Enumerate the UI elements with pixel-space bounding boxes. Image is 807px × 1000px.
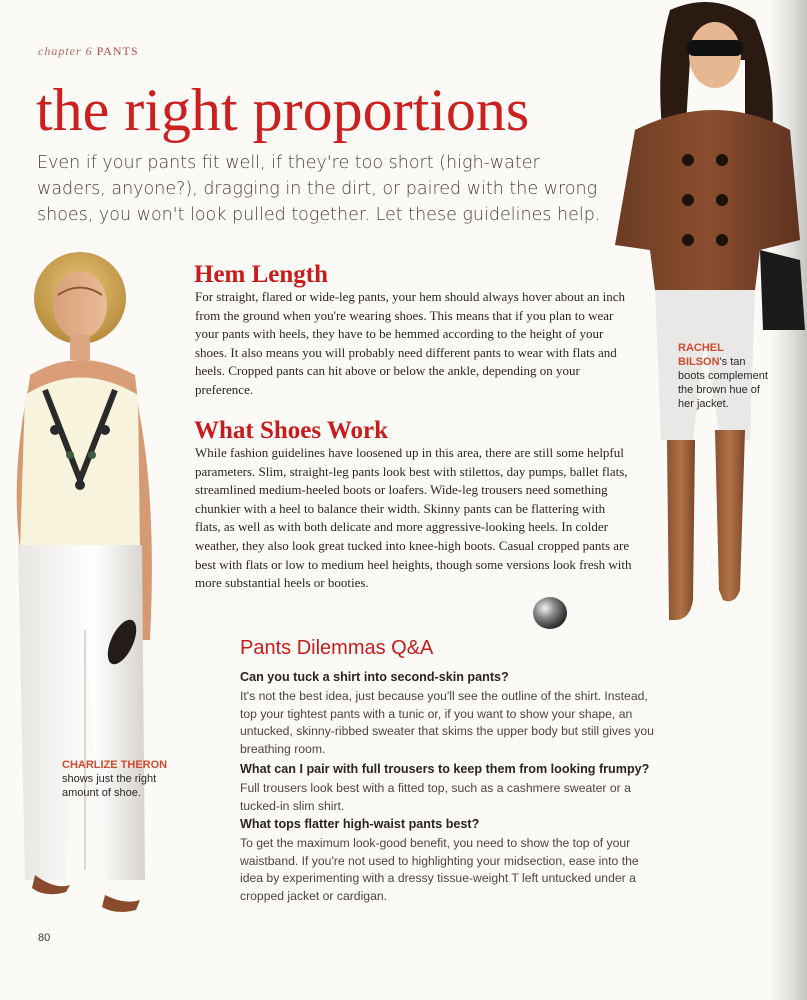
qa-question: Can you tuck a shirt into second-skin pants? bbox=[240, 670, 509, 684]
caption-name: RACHEL BILSON bbox=[678, 342, 724, 368]
page-title: the right proportions bbox=[36, 77, 530, 143]
chapter-running-head bbox=[38, 44, 139, 59]
pearl-ornament-icon bbox=[530, 594, 570, 632]
qa-item bbox=[240, 761, 656, 815]
caption-name-suffix: 's bbox=[719, 356, 728, 368]
section-heading-hem-length: Hem Length bbox=[194, 261, 329, 288]
caption-rachel-bilson bbox=[678, 341, 770, 411]
chapter-name: PANTS bbox=[96, 44, 139, 58]
qa-heading: Pants Dilemmas Q&A bbox=[240, 637, 434, 659]
qa-question: What can I pair with full trousers to keep them from looking frumpy? bbox=[240, 762, 650, 776]
section-body-what-shoes-work: While fashion guidelines have loosened up in this area, there are still some helpful parameters. Slim, straight-leg pants look best with stilettos, day pumps, ballet flats, streamlined medium-heeled boots or loafers. Wide-leg trousers need something chunkier with a heel to balance their width. Skinny pants can be flattering with flats, as well as with both delicate and more aggressive-looking heels. In colder weather, they also look great tucked into knee-high boots. Casual cropped pants are best with flats or low to medium heel heights, though some versions look fresh with more substantial heels or booties. bbox=[195, 445, 632, 591]
caption-text: shows just the right amount of shoe. bbox=[62, 773, 157, 799]
qa-item bbox=[240, 816, 656, 905]
caption-text: tan boots complement the brown hue of her jacket. bbox=[678, 356, 768, 410]
photo-charlize-theron bbox=[0, 250, 175, 930]
chapter-prefix: chapter 6 bbox=[38, 44, 93, 58]
caption-name: CHARLIZE THERON bbox=[62, 759, 168, 771]
caption-charlize-theron bbox=[62, 758, 172, 800]
qa-item bbox=[240, 669, 656, 758]
section-heading-what-shoes-work: What Shoes Work bbox=[194, 417, 389, 444]
page-number: 80 bbox=[38, 932, 51, 944]
section-body-hem-length: For straight, flared or wide-leg pants, your hem should always hover about an inch from the ground when you're wearing shoes. This means that if you plan to wear your pants with heels, they have to be hemmed according to the height of your shoes. It also means you will probably need different pants to wear with flats and heels. Cropped pants can hit above or below the ankle, depending on your preference. bbox=[195, 289, 625, 397]
intro-paragraph: Even if your pants fit well, if they're too short (high-water waders, anyone?), dragging in the dirt, or paired with the wrong shoes, you won't look pulled together. Let these guidelines help. bbox=[37, 153, 601, 225]
qa-answer: To get the maximum look-good benefit, you need to show the top of your waistband. If you're not used to highlighting your midsection, ease into the idea by experimenting with a dressy tissue-weight T left untucked under a cropped jacket or cardigan. bbox=[240, 836, 639, 903]
qa-answer: Full trousers look best with a fitted top, such as a cashmere sweater or a tucked-in slim shirt. bbox=[240, 781, 631, 813]
qa-question: What tops flatter high-waist pants best? bbox=[240, 817, 480, 831]
qa-answer: It's not the best idea, just because you'll see the outline of the shirt. Instead, top your tightest pants with a tunic or, if you want to show your shape, an untucked, skinny-ribbed sweater that skims the upper body but still gives you breathing room. bbox=[240, 689, 654, 756]
